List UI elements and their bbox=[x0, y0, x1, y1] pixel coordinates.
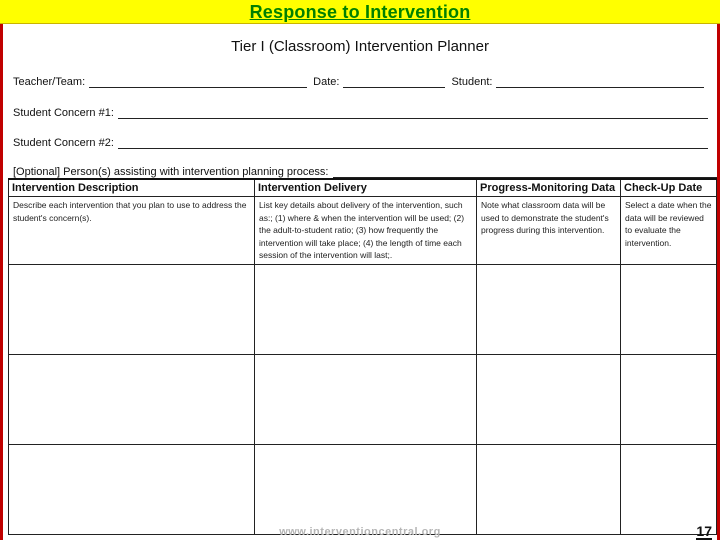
progress-monitoring-cell[interactable] bbox=[477, 354, 621, 444]
optional-assist-label: [Optional] Person(s) assisting with intervention planning process: bbox=[13, 166, 329, 178]
progress-monitoring-cell[interactable] bbox=[477, 264, 621, 354]
optional-assist-field[interactable] bbox=[333, 167, 717, 178]
document-title: Tier I (Classroom) Intervention Planner bbox=[231, 38, 489, 55]
intervention-description-cell[interactable] bbox=[9, 444, 255, 534]
concern-1-field[interactable] bbox=[118, 108, 708, 119]
concern-1-label: Student Concern #1: bbox=[13, 107, 114, 119]
teacher-team-label: Teacher/Team: bbox=[13, 76, 86, 88]
intervention-description-header: Intervention Description bbox=[9, 179, 255, 197]
table-instructions-row bbox=[9, 197, 717, 265]
check-up-date-cell[interactable] bbox=[621, 354, 717, 444]
progress-monitoring-cell[interactable] bbox=[477, 444, 621, 534]
intervention-planner-table bbox=[8, 178, 717, 535]
progress-monitoring-header: Progress-Monitoring Data bbox=[477, 179, 621, 197]
concern-2-row bbox=[13, 137, 714, 149]
intervention-delivery-instructions: List key details about delivery of the intervention, such as:; (1) where & when the intervention will be used; (2) the adult-to-student ratio; (3) how frequently the intervention will take place; (4) the length of time each session of the intervention will last;. bbox=[255, 197, 477, 265]
teacher-date-student-row bbox=[13, 76, 710, 88]
page-number: 17 bbox=[696, 523, 712, 539]
table-header-row bbox=[9, 179, 717, 197]
check-up-date-cell[interactable] bbox=[621, 264, 717, 354]
progress-monitoring-instructions: Note what classroom data will be used to demonstrate the student's progress during this intervention. bbox=[477, 197, 621, 265]
student-label: Student: bbox=[451, 76, 493, 88]
intervention-delivery-cell[interactable] bbox=[255, 444, 477, 534]
intervention-description-cell[interactable] bbox=[9, 264, 255, 354]
table-row bbox=[9, 444, 717, 534]
intervention-delivery-cell[interactable] bbox=[255, 354, 477, 444]
date-label: Date: bbox=[313, 76, 340, 88]
table-row bbox=[9, 264, 717, 354]
date-field[interactable] bbox=[343, 77, 445, 88]
slide-title: Response to Intervention bbox=[249, 2, 471, 22]
check-up-date-instructions: Select a date when the data will be reviewed to evaluate the intervention. bbox=[621, 197, 717, 265]
intervention-description-cell[interactable] bbox=[9, 354, 255, 444]
teacher-team-field[interactable] bbox=[89, 77, 307, 88]
intervention-delivery-header: Intervention Delivery bbox=[255, 179, 477, 197]
intervention-description-instructions: Describe each intervention that you plan to use to address the student's concern(s). bbox=[9, 197, 255, 265]
header-bar bbox=[0, 0, 720, 24]
student-field[interactable] bbox=[496, 77, 704, 88]
footer-url: www.interventioncentral.org bbox=[279, 526, 441, 538]
concern-2-field[interactable] bbox=[118, 138, 708, 149]
optional-assist-row bbox=[13, 166, 720, 178]
check-up-date-cell[interactable] bbox=[621, 444, 717, 534]
concern-2-label: Student Concern #2: bbox=[13, 137, 114, 149]
check-up-date-header: Check-Up Date bbox=[621, 179, 717, 197]
concern-1-row bbox=[13, 107, 714, 119]
intervention-delivery-cell[interactable] bbox=[255, 264, 477, 354]
table-row bbox=[9, 354, 717, 444]
left-accent-border bbox=[0, 24, 3, 540]
